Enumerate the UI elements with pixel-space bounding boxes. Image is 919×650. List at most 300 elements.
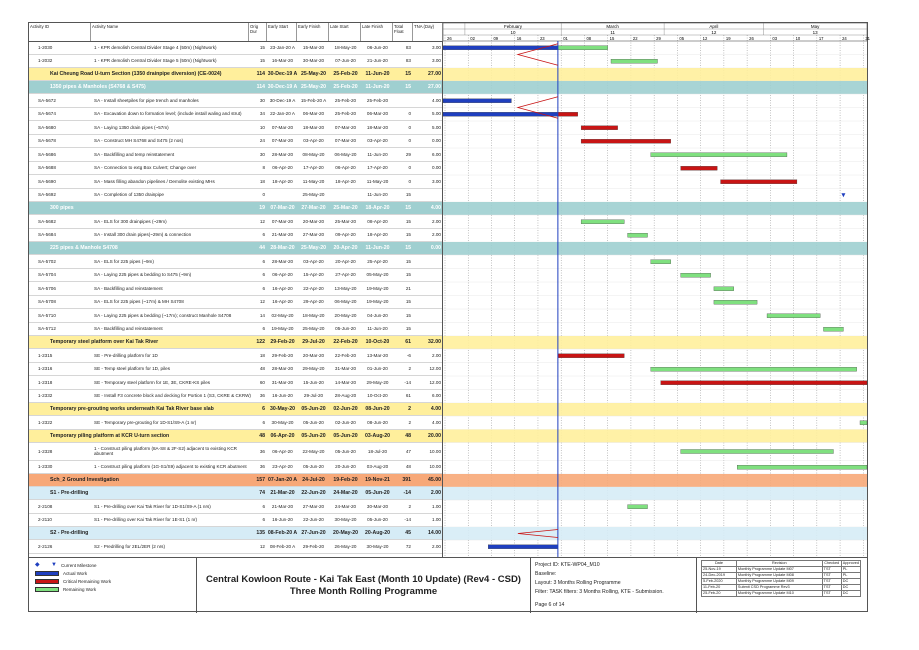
wbs-row[interactable]	[29, 336, 442, 349]
cell-id	[29, 202, 31, 214]
cell-tf: -14	[404, 379, 411, 385]
cell-name: Temporary steel platform over Kai Tak River	[50, 339, 159, 345]
month-label: March	[606, 24, 619, 29]
cell-ls: 30-May-20	[334, 517, 357, 523]
revision-row	[702, 591, 861, 597]
cell-id: SA-5710	[38, 312, 56, 318]
cell-tf: 2	[408, 406, 411, 412]
cell-dur: 6	[262, 517, 265, 523]
cell-ef: 18-May-20	[302, 312, 325, 318]
table-row[interactable]	[29, 416, 442, 430]
cell-name: SE - Install F3 concrete block and decking for Portion 1 (S3, CKRE & CKRW)	[94, 393, 251, 399]
wbs-row[interactable]	[29, 527, 442, 540]
week-label: 15	[609, 36, 615, 41]
cell-dur: 6	[262, 503, 265, 509]
revision-cell: 25-Feb-20	[702, 591, 737, 597]
cell-id	[29, 430, 31, 442]
title-block	[197, 558, 531, 613]
table-row[interactable]	[29, 175, 442, 189]
cell-tna: 3.00	[432, 44, 441, 50]
cell-dur: 48	[259, 366, 265, 372]
cell-ef: 29-Feb-20	[302, 543, 325, 549]
cell-tna	[415, 323, 442, 336]
table-row[interactable]	[29, 94, 442, 108]
cell-lf: 11-Jun-20	[367, 326, 388, 332]
legend	[29, 558, 197, 613]
cell-lf: 30-Mar-20	[366, 503, 389, 509]
cell-ls: 06-May-20	[334, 151, 357, 157]
revision-cell: PL	[841, 573, 860, 579]
critical-bar	[581, 139, 671, 143]
cell-id: 1-2318	[38, 379, 53, 385]
cell-ls: 02-Jun-20	[335, 419, 356, 425]
cell-tna: 3.00	[432, 58, 441, 64]
cell-tna: 27.00	[428, 84, 441, 90]
cell-tf: -14	[403, 490, 411, 496]
legend-item	[35, 577, 111, 585]
month-code: 13	[812, 30, 818, 35]
cell-es: 28-Mar-20	[271, 366, 294, 372]
cell-lf: 19-Nov-21	[365, 477, 390, 483]
cell-ef: 22-May-20	[302, 448, 325, 454]
cell-name: SA - Backfilling and reinstatement	[94, 326, 163, 332]
cell-ef: 25-May-20	[300, 84, 327, 90]
cell-name: 1 - KPR demolish Central Divider Stage 4 (50m) (Nightwork)	[94, 44, 217, 50]
cell-name: SA - Backfilling and temp reinstatement	[94, 151, 175, 157]
cell-tna: 0.00	[432, 165, 441, 171]
cell-ef: 05-Jun-20	[303, 419, 324, 425]
cell-ls: 25-Mar-20	[334, 218, 357, 224]
cell-dur: 10	[259, 124, 265, 130]
cell-es: 29-Feb-20	[271, 352, 294, 358]
cell-ef: 15-Feb-20 A	[300, 97, 327, 103]
cell-es: 23-Apr-20	[272, 464, 293, 470]
cell-id	[29, 487, 31, 499]
cell-es: 16-Mar-20	[271, 58, 294, 64]
wbs-row[interactable]	[29, 403, 442, 416]
cell-tna: 10.00	[429, 464, 441, 470]
cell-ls: 20-Apr-20	[333, 245, 358, 251]
filter-label: Filter: TASK filters: 3 Months Rolling, KTE - Submission.	[535, 589, 664, 595]
cell-es: 16-Apr-20	[272, 299, 293, 305]
cell-name: SA - Laying 1350 drain pipes (~57m)	[94, 124, 169, 130]
cell-ls: 24-Mar-20	[333, 490, 358, 496]
cell-lf: 08-Jun-20	[365, 406, 390, 412]
cell-tna	[415, 282, 442, 295]
cell-id: SA-5706	[38, 285, 56, 291]
cell-tf: 83	[405, 44, 411, 50]
cell-es: 06-Apr-20	[270, 432, 295, 439]
cell-id: SA-5684	[38, 232, 56, 238]
table-row[interactable]	[29, 443, 442, 461]
cell-tf: 2	[408, 503, 411, 509]
cell-es: 06-Apr-20	[272, 272, 293, 278]
wbs-row[interactable]	[29, 68, 442, 81]
cell-ef: 27-Mar-20	[302, 232, 325, 238]
cell-ls: 27-Apr-20	[335, 272, 356, 278]
cell-tna	[415, 309, 442, 322]
revision-cell: Monthly Programme Update M10	[736, 591, 822, 597]
cell-id: SA-5678	[38, 138, 56, 144]
cell-id: SA-5690	[38, 178, 56, 184]
cell-dur: 8	[262, 165, 265, 171]
remaining-bar	[651, 153, 787, 157]
cell-es: 02-May-20	[271, 312, 294, 318]
gantt-band	[443, 527, 867, 540]
cell-lf: 10-Oct-20	[367, 393, 388, 399]
wbs-row[interactable]	[29, 474, 442, 487]
table-row[interactable]	[29, 215, 442, 229]
revision-table	[701, 560, 861, 597]
cell-lf: 19-May-20	[366, 285, 389, 291]
cell-es: 06-Apr-20	[272, 165, 293, 171]
cell-es: 21-Mar-20	[271, 503, 294, 509]
cell-tf: 72	[405, 543, 411, 549]
cell-tna: 2.00	[432, 218, 441, 224]
cell-name: S1 - Pre-drilling	[50, 490, 89, 496]
week-label: 16	[516, 36, 522, 41]
cell-tf: 29	[405, 151, 411, 157]
remaining-bar	[681, 450, 834, 454]
cell-tna: 1.00	[432, 503, 441, 509]
legend-swatch	[35, 587, 59, 592]
cell-id: SA-5702	[38, 258, 56, 264]
cell-dur: 18	[259, 178, 265, 184]
cell-name: SA - Completion of 1350 drainpipe	[94, 192, 164, 198]
table-row[interactable]	[29, 229, 442, 243]
cell-id: 1-2032	[38, 58, 53, 64]
cell-es: 28-Mar-20	[271, 151, 294, 157]
cell-tna: 1.00	[432, 517, 441, 523]
cell-dur: 6	[262, 258, 265, 264]
cell-lf: 11-Jun-20	[365, 71, 390, 77]
cell-es: 28-Mar-20	[270, 245, 295, 251]
cell-tna	[415, 296, 442, 309]
legend-label: Critical Remaining Work	[63, 578, 112, 584]
cell-id: 2-2110	[38, 517, 52, 523]
cell-dur: 36	[259, 448, 265, 454]
remaining-bar	[767, 314, 820, 318]
cell-es: 07-Mar-20	[271, 138, 294, 144]
cell-ls: 20-May-20	[332, 530, 359, 536]
week-label: 31	[865, 36, 870, 41]
wbs-row[interactable]	[29, 202, 442, 215]
cell-es: 07-Mar-20	[271, 124, 294, 130]
revision-cell: DC	[841, 579, 860, 585]
cell-ls	[331, 189, 360, 202]
cell-id: SA-5680	[38, 124, 56, 130]
cell-name: SA - Laying 225 pipes & bedding (~17m); construct Manhole S4708	[94, 312, 232, 318]
table-row[interactable]	[29, 376, 442, 390]
cell-ls: 05-Jun-20	[333, 432, 358, 439]
revision-cell: Submit CSD Programme Rev3	[736, 585, 822, 591]
cell-tna: 4.00	[430, 406, 441, 412]
table-row[interactable]	[29, 514, 442, 528]
column-header: Late Finish	[361, 23, 393, 41]
cell-lf: 18-Jul-20	[367, 448, 388, 454]
wbs-row[interactable]	[29, 242, 442, 255]
table-row[interactable]	[29, 189, 442, 203]
cell-tf: 83	[405, 58, 411, 64]
cell-lf: 13-Mar-20	[366, 352, 389, 358]
cell-dur: 36	[259, 393, 265, 399]
revision-header: Revision	[736, 561, 822, 567]
revision-cell: TST	[822, 591, 841, 597]
cell-name: S1 - Pre-drilling over Kai Tak River for 1D-S1/S9-A (1 nrs)	[94, 503, 211, 509]
table-row[interactable]	[29, 255, 442, 269]
cell-es: 28-Mar-20	[271, 258, 294, 264]
wbs-row[interactable]	[29, 81, 442, 94]
cell-ef: 18-Mar-20	[302, 124, 325, 130]
legend-item	[35, 569, 87, 577]
week-label: 01	[563, 36, 568, 41]
week-label: 10	[795, 36, 801, 41]
cell-id	[29, 81, 31, 93]
project-id: Project ID: KTE-WP04_M10	[535, 562, 600, 568]
cell-id: SA-5682	[38, 218, 56, 224]
column-header: Activity ID	[29, 23, 91, 41]
cell-id	[29, 336, 31, 348]
week-label: 03	[772, 36, 778, 41]
project-info	[531, 558, 697, 613]
critical-bar	[681, 166, 718, 170]
footer	[29, 557, 867, 613]
cell-dur: 114	[256, 71, 265, 77]
cell-lf: 11-Jun-20	[367, 151, 388, 157]
table-row[interactable]	[29, 108, 442, 122]
cell-dur: 6	[262, 419, 265, 425]
cell-id: 1-2316	[38, 366, 53, 372]
cell-id: SA-5704	[38, 272, 56, 278]
remaining-bar	[651, 260, 671, 264]
page-number: Page 6 of 14	[535, 602, 565, 608]
wbs-row[interactable]	[29, 430, 442, 443]
cell-id: 1-2330	[38, 464, 53, 470]
table-row[interactable]	[29, 500, 442, 514]
remaining-bar	[581, 220, 624, 224]
remaining-bar	[681, 273, 711, 277]
column-header: Orig Dur	[249, 23, 267, 41]
cell-name: 300 pipes	[50, 205, 74, 211]
cell-id	[29, 68, 31, 80]
cell-lf: 05-Jun-20	[367, 517, 388, 523]
cell-tf: 15	[405, 245, 411, 251]
cell-es: 30-May-20	[271, 419, 294, 425]
cell-es: 07-Mar-20	[271, 218, 294, 224]
cell-tna: 10.00	[429, 448, 441, 454]
table-row[interactable]	[29, 269, 442, 283]
remaining-bar	[628, 233, 648, 237]
cell-ef: 29-May-20	[302, 366, 325, 372]
cell-name: 1 - Construct piling platform (1G-S1/S9) adjacent to existing KCR abutment	[94, 464, 247, 470]
cell-lf: 30-May-20	[366, 543, 389, 549]
cell-tna: 2.00	[432, 232, 441, 238]
cell-lf: 18-Apr-20	[365, 205, 390, 211]
cell-id: SA-5692	[38, 192, 56, 198]
cell-ls: 19-Feb-20	[333, 477, 358, 483]
cell-dur: 34	[259, 111, 265, 117]
cell-id: SA-5688	[38, 165, 56, 171]
cell-lf: 04-Jun-20	[367, 312, 388, 318]
cell-dur: 36	[259, 464, 265, 470]
cell-lf: 08-Apr-20	[367, 218, 388, 224]
cell-tf: -14	[404, 517, 411, 523]
cell-name: 225 pipes & Manhole S4708	[50, 245, 118, 251]
remaining-bar	[714, 300, 757, 304]
column-header: Late Start	[329, 23, 361, 41]
table-row[interactable]	[29, 363, 442, 377]
cell-ls: 20-May-20	[334, 312, 357, 318]
gantt-band	[443, 242, 867, 255]
cell-ef: 25-May-20	[300, 245, 327, 251]
gantt-svg	[443, 23, 870, 557]
week-label: 08	[586, 36, 592, 41]
table-row[interactable]	[29, 540, 442, 554]
cell-lf: 01-Jun-20	[367, 366, 388, 372]
cell-es: 08-Feb-20 A	[269, 543, 296, 549]
table-row[interactable]	[29, 296, 442, 310]
cell-dur: 30	[259, 151, 265, 157]
table-row[interactable]	[29, 349, 442, 363]
revision-cell: Monthly Programme Update M07	[736, 567, 822, 573]
cell-tf: -6	[406, 352, 411, 358]
revision-cell: DC	[841, 585, 860, 591]
table-row[interactable]	[29, 41, 442, 55]
wbs-row[interactable]	[29, 487, 442, 500]
cell-tna	[415, 189, 442, 202]
title-line-1: Central Kowloon Route - Kai Tak East (Month 10 Update) (Rev4 - CSD)	[206, 574, 521, 585]
cell-es: 22-Jan-20 A	[270, 111, 295, 117]
table-row[interactable]	[29, 162, 442, 176]
layout-label: Layout: 3 Months Rolling Programme	[535, 580, 621, 586]
gantt-band	[443, 202, 867, 215]
cell-dur: 6	[262, 285, 265, 291]
cell-lf: 03-Aug-20	[364, 432, 391, 439]
cell-name: SA - ELS for 300 drainpipes (~29m)	[94, 218, 167, 224]
cell-lf: 17-Apr-20	[367, 165, 388, 171]
table-row[interactable]	[29, 309, 442, 323]
cell-ls: 13-May-20	[334, 285, 357, 291]
cell-ef: 08-May-20	[302, 151, 325, 157]
gantt-band	[443, 430, 867, 443]
cell-ls: 18-Apr-20	[335, 178, 356, 184]
table-row[interactable]	[29, 461, 442, 475]
cell-es	[269, 189, 296, 202]
cell-tf: 2	[408, 366, 411, 372]
cell-es: 07-Jan-20 A	[268, 477, 297, 483]
table-row[interactable]	[29, 390, 442, 404]
cell-tna: 14.00	[428, 530, 441, 536]
cell-tf: 61	[405, 339, 411, 345]
cell-ls: 22-Feb-20	[333, 339, 358, 345]
cell-lf: 06-Mar-20	[366, 111, 389, 117]
revision-cell: Monthly Programme Update M08	[736, 573, 822, 579]
month-code: 12	[711, 30, 717, 35]
cell-name: Temporary piling platform at KCR U-turn section	[50, 432, 170, 439]
cell-name: SA - Mass filling abandon pipelines / Demolite existing MHs	[94, 178, 215, 184]
cell-dur: 114	[256, 84, 265, 90]
cell-name: S1 - Pre-drilling over Kai Tak River for 1E-S1 (1 nr)	[94, 517, 198, 523]
cell-id: 1-2328	[38, 448, 53, 454]
actual-work-bar	[443, 112, 558, 116]
cell-id: SA-5708	[38, 299, 56, 305]
cell-dur: 12	[259, 543, 265, 549]
cell-ef: 27-Mar-20	[301, 205, 326, 211]
cell-dur: 0	[262, 192, 265, 198]
month-label: February	[504, 24, 523, 29]
cell-tf	[395, 94, 412, 107]
cell-tna: 2.00	[430, 490, 441, 496]
cell-id	[29, 242, 31, 254]
cell-ef: 15-Jun-20	[303, 379, 324, 385]
cell-name: 1 - KPR demolish Central Divider Stage 5 (50m) (Nightwork)	[94, 58, 217, 64]
cell-tf: 0	[408, 111, 411, 117]
cell-ef: 20-Mar-20	[302, 218, 325, 224]
cell-ef: 11-May-20	[302, 178, 325, 184]
cell-name: SA - Install sheetpiles for pipe trench and manholes	[94, 97, 199, 103]
cell-id: SA-5674	[38, 111, 56, 117]
cell-tna: 4.00	[430, 205, 441, 211]
cell-lf: 03-Aug-20	[366, 464, 389, 470]
cell-id	[29, 474, 31, 486]
milestone-marker	[841, 193, 845, 197]
remaining-bar	[611, 59, 657, 63]
cell-lf: 08-Jun-20	[367, 419, 388, 425]
cell-es: 06-Apr-20	[272, 448, 293, 454]
cell-es: 08-Feb-20 A	[267, 530, 298, 536]
cell-name: 1350 pipes & Manholes (S4768 & S475)	[50, 84, 146, 90]
remaining-bar	[558, 46, 608, 50]
table-row[interactable]	[29, 323, 442, 337]
table-row[interactable]	[29, 148, 442, 162]
cell-ls: 09-Apr-20	[335, 232, 356, 238]
cell-tna: 45.00	[428, 477, 441, 483]
cell-ef: 22-Jun-20	[301, 490, 326, 496]
cell-ls: 22-Feb-20	[334, 352, 357, 358]
cell-ef: 03-Apr-20	[303, 138, 324, 144]
cell-es: 16-Jun-20	[272, 517, 293, 523]
month-label: April	[709, 24, 719, 29]
cell-lf: 03-Apr-20	[367, 138, 388, 144]
table-row[interactable]	[29, 282, 442, 296]
cell-tf: 15	[405, 84, 411, 90]
revision-cell: 11-Feb-20	[702, 585, 737, 591]
cell-tf: 21	[405, 285, 411, 291]
cell-tf: 15	[405, 192, 411, 198]
cell-lf: 11-Jun-20	[365, 245, 390, 251]
cell-ls: 20-Jun-20	[335, 464, 356, 470]
cell-ef: 05-Jun-20	[301, 406, 326, 412]
cell-ef: 05-Jun-20	[301, 432, 326, 439]
legend-swatch	[35, 571, 59, 576]
cell-lf: 25-Apr-20	[367, 258, 388, 264]
cell-ef: 27-Mar-20	[302, 503, 325, 509]
week-label: 23	[539, 36, 545, 41]
table-row[interactable]	[29, 135, 442, 149]
gantt-band	[443, 474, 867, 487]
week-label: 02	[470, 36, 475, 41]
table-row[interactable]	[29, 55, 442, 69]
table-row[interactable]	[29, 121, 442, 135]
cell-lf: 18-Mar-20	[366, 124, 389, 130]
column-header: Total Float	[393, 23, 413, 41]
cell-dur: 14	[259, 312, 265, 318]
cell-dur: 60	[259, 379, 265, 385]
cell-ls: 05-Jun-20	[335, 448, 356, 454]
gantt-band	[443, 403, 867, 416]
cell-lf: 25-Feb-20	[366, 97, 389, 103]
column-header: Early Start	[267, 23, 297, 41]
